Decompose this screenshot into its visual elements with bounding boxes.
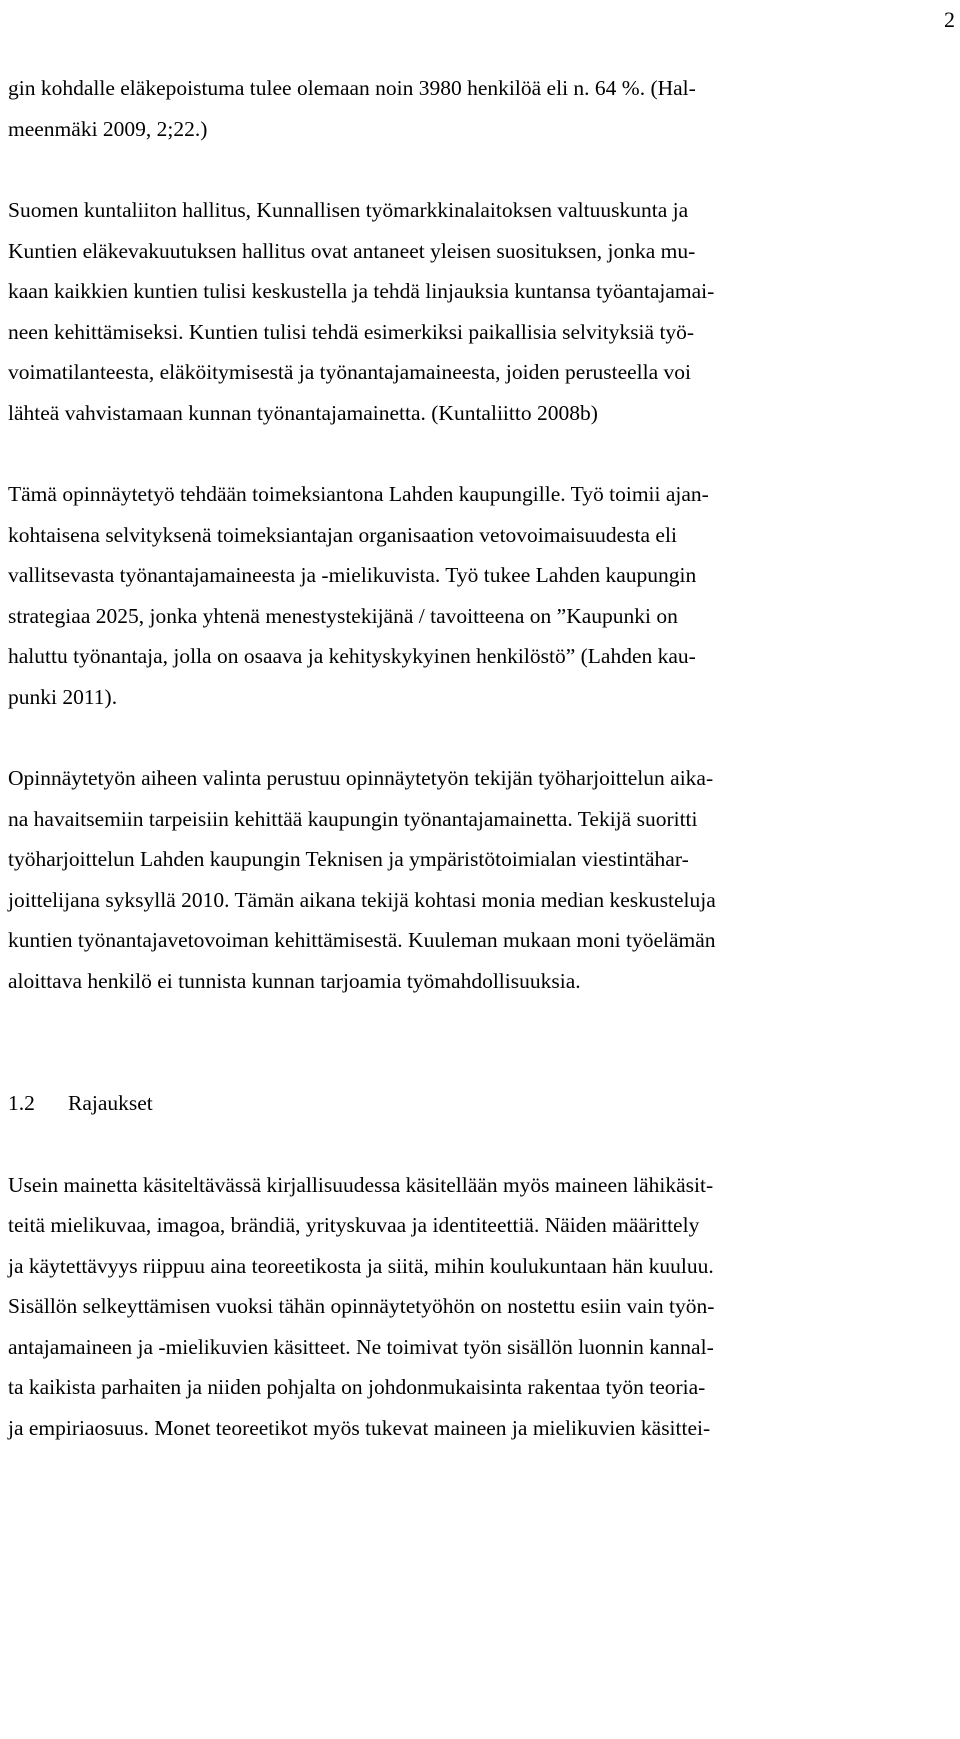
paragraph-3 <box>8 474 958 717</box>
text-line: antajamaineen ja -mielikuvien käsitteet. Ne toimivat työn sisällön luonnin kannal- <box>8 1334 714 1359</box>
text-line: gin kohdalle eläkepoistuma tulee olemaan noin 3980 henkilöä eli n. 64 %. (Hal- <box>8 76 696 100</box>
text-line: voimatilanteesta, eläköitymisestä ja työnantajamaineesta, joiden perusteella voi <box>8 360 691 384</box>
paragraph-spacer <box>8 1001 958 1042</box>
text-line: kuntien työnantajavetovoiman kehittämisestä. Kuuleman mukaan moni työelämän <box>8 928 716 952</box>
heading-spacer <box>8 1124 958 1165</box>
text-line: ja empiriaosuus. Monet teoreetikot myös tukevat maineen ja mielikuvien käsittei- <box>8 1415 711 1440</box>
text-line: kaan kaikkien kuntien tulisi keskustella ja tehdä linjauksia kuntansa työantajamai- <box>8 279 715 303</box>
paragraph-spacer <box>8 433 958 474</box>
document-body <box>8 68 958 1448</box>
paragraph-spacer <box>8 149 958 190</box>
section-number: 1.2 <box>8 1091 35 1115</box>
text-line: lähteä vahvistamaan kunnan työnantajamainetta. (Kuntaliitto 2008b) <box>8 400 598 425</box>
text-line: strategiaa 2025, jonka yhtenä menestystekijänä / tavoitteena on ”Kaupunki on <box>8 603 678 628</box>
text-line: na havaitsemiin tarpeisiin kehittää kaupungin työnantajamainetta. Tekijä suoritti <box>8 806 698 831</box>
text-line: meenmäki 2009, 2;22.) <box>8 116 208 141</box>
text-line: Sisällön selkeyttämisen vuoksi tähän opinnäytetyöhön on nostettu esiin vain työn- <box>8 1294 715 1318</box>
paragraph-1 <box>8 68 958 149</box>
text-line: ja käytettävyys riippuu aina teoreetikosta ja siitä, mihin koulukuntaan hän kuuluu. <box>8 1253 714 1278</box>
text-line: Kuntien eläkevakuutuksen hallitus ovat antaneet yleisen suosituksen, jonka mu- <box>8 238 696 263</box>
text-line: vallitsevasta työnantajamaineesta ja -mielikuvista. Työ tukee Lahden kaupungin <box>8 563 697 587</box>
text-line: työharjoittelun Lahden kaupungin Teknisen ja ympäristötoimialan viestintähar- <box>8 847 689 871</box>
text-line: kohtaisena selvityksenä toimeksiantajan organisaation vetovoimaisuudesta eli <box>8 522 677 547</box>
text-line: Suomen kuntaliiton hallitus, Kunnallisen työmarkkinalaitoksen valtuuskunta ja <box>8 198 689 222</box>
text-line: ta kaikista parhaiten ja niiden pohjalta on johdonmukaisinta rakentaa työn teoria- <box>8 1375 706 1399</box>
section-heading <box>8 1083 958 1124</box>
paragraph-spacer <box>8 717 958 758</box>
paragraph-2 <box>8 190 958 433</box>
section-title: Rajaukset <box>68 1091 153 1115</box>
text-line: aloittava henkilö ei tunnista kunnan tarjoamia työmahdollisuuksia. <box>8 968 581 993</box>
section-paragraph <box>8 1165 958 1449</box>
text-line: punki 2011). <box>8 684 118 709</box>
text-line: joittelijana syksyllä 2010. Tämän aikana tekijä kohtasi monia median keskusteluja <box>8 887 716 912</box>
text-line: neen kehittämiseksi. Kuntien tulisi tehdä esimerkiksi paikallisia selvityksiä työ- <box>8 319 695 344</box>
text-line: Usein mainetta käsiteltävässä kirjallisuudessa käsitellään myös maineen lähikäsit- <box>8 1172 714 1197</box>
section-spacer <box>8 1042 958 1083</box>
text-line: Tämä opinnäytetyö tehdään toimeksiantona Lahden kaupungille. Työ toimii ajan- <box>8 482 709 506</box>
page-number: 2 <box>944 7 955 32</box>
paragraph-4 <box>8 758 958 1001</box>
text-line: haluttu työnantaja, jolla on osaava ja kehityskykyinen henkilöstö” (Lahden kau- <box>8 644 696 668</box>
text-line: Opinnäytetyön aiheen valinta perustuu opinnäytetyön tekijän työharjoittelun aika- <box>8 766 714 790</box>
text-line: teitä mielikuvaa, imagoa, brändiä, yrityskuvaa ja identiteettiä. Näiden määrittely <box>8 1213 700 1237</box>
